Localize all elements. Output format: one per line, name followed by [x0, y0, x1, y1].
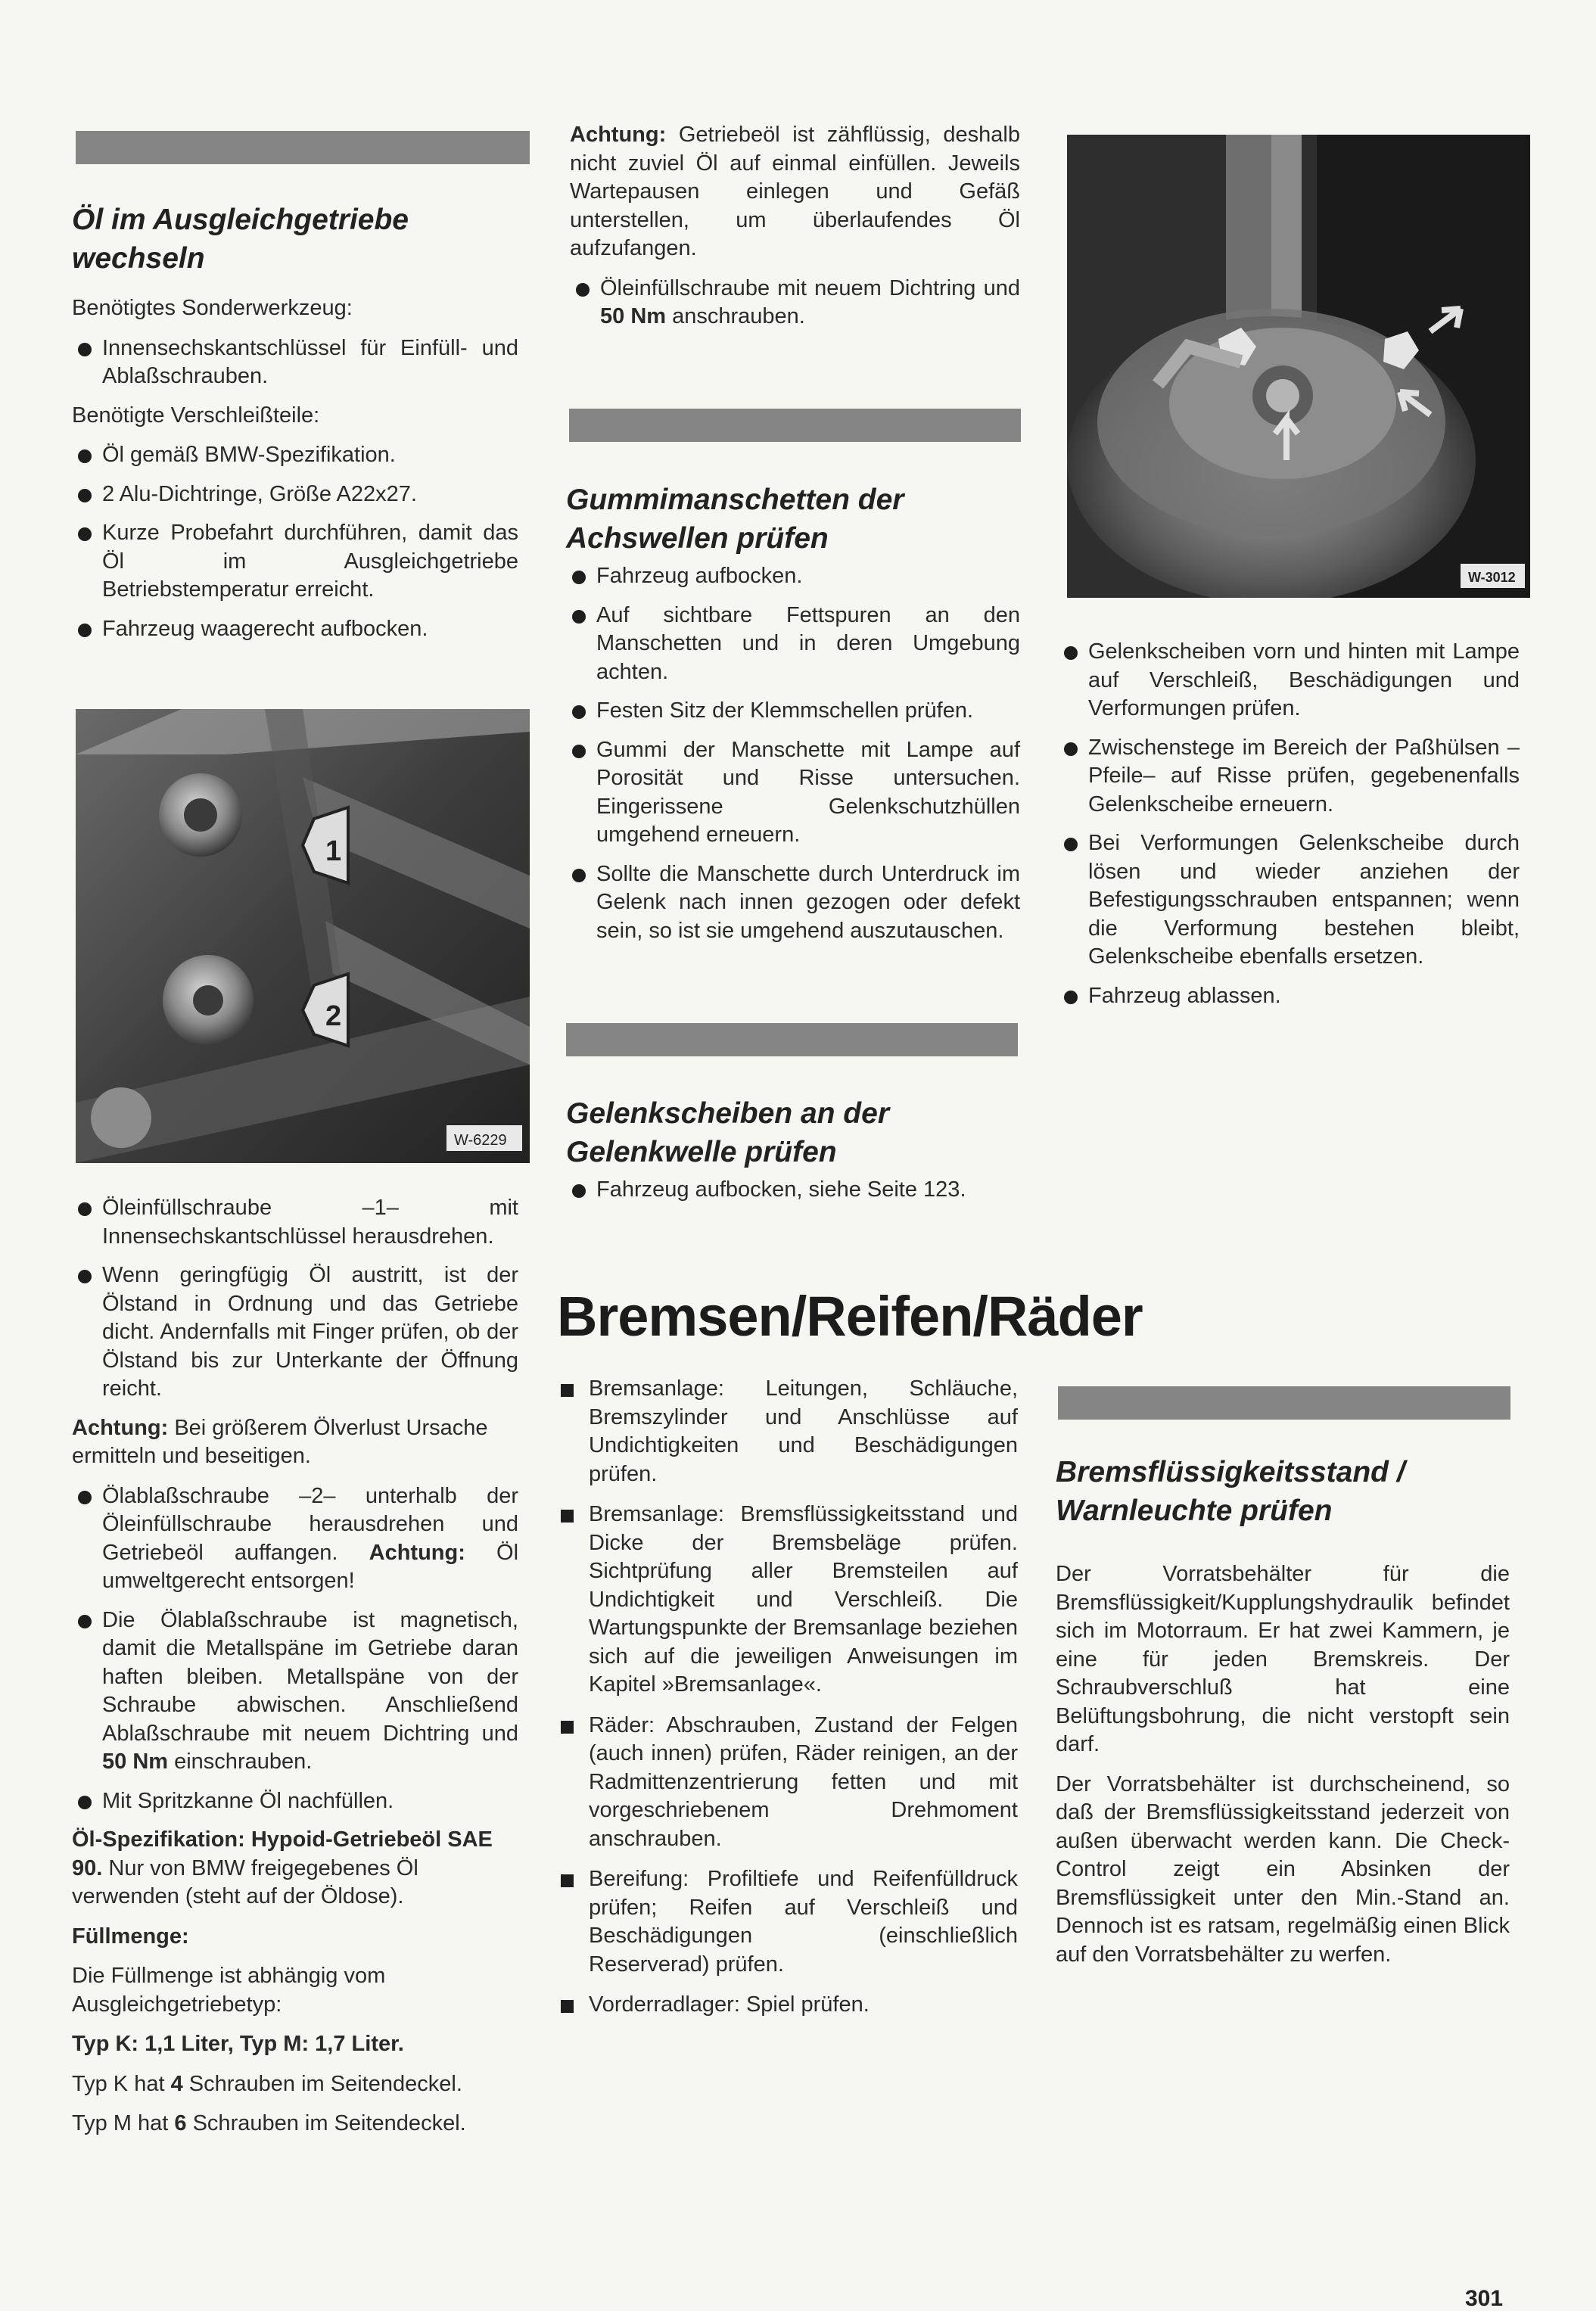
- brake-fluid-section: [1056, 1453, 1510, 1980]
- list-item: Fahrzeug ablassen.: [1058, 982, 1520, 1011]
- photo-code: W-6229: [454, 1132, 507, 1149]
- joint-disc-photo: [1067, 135, 1530, 598]
- list-item: Öleinfüllschraube mit neuem Dichtring und 50 Nm anschrauben.: [570, 275, 1020, 331]
- list-item: Fahrzeug aufbocken.: [566, 562, 1020, 591]
- list-item: Vorderradlager: Spiel prüfen.: [555, 1991, 1018, 2020]
- list-item: Kurze Probefahrt durchführen, damit das Öl im Ausgleichgetriebe Betriebstemperatur erreicht.: [72, 519, 518, 605]
- list-item: Mit Spritzkanne Öl nachfüllen.: [72, 1787, 518, 1816]
- list-item: Bremsanlage: Leitungen, Schläuche, Bremszylinder und Anschlüsse auf Undichtigkeiten und Beschädigungen prüfen.: [555, 1375, 1018, 1488]
- type-k: Typ K hat 4 Schrauben im Seitendeckel.: [72, 2071, 462, 2096]
- arrow-1-label: 1: [325, 835, 342, 867]
- column-1: [72, 201, 518, 654]
- column-2-top: [570, 121, 1020, 342]
- list-item: Bereifung: Profiltiefe und Reifenfülldruck prüfen; Reifen auf Verschleiß und Beschädigungen (einschließlich Reserverad) prüfen.: [555, 1865, 1018, 1979]
- arrow-2-label: 2: [325, 1000, 342, 1032]
- list-item: 2 Alu-Dichtringe, Größe A22x27.: [72, 481, 518, 509]
- warning: Achtung: Getriebeöl ist zähflüssig, deshalb nicht zuviel Öl auf einmal einfüllen. Jeweils Wartepausen einlegen und Gefäß unterstellen, um überlaufendes Öl aufzufangen.: [570, 123, 1020, 260]
- section-title: Öl im Ausgleichgetriebe wechseln: [72, 204, 409, 275]
- list-item: Innensechskantschlüssel für Einfüll- und Ablaßschrauben.: [72, 334, 518, 391]
- column-1-lower: [72, 1194, 518, 2150]
- column-3: [1058, 638, 1520, 1021]
- paragraph: Der Vorratsbehälter ist durchscheinend, so daß der Bremsflüssigkeitsstand jederzeit von außen überwacht werden kann. Die Check-Control zeigt ein Absinken der Bremsflüssigkeit unter den Min.-Stand an. Dennoch ist es ratsam, regelmäßig einen Blick auf den Vorratsbehälter zu werfen.: [1056, 1771, 1510, 1967]
- section-title: Gummimanschetten der Achswellen prüfen: [566, 484, 904, 555]
- list-item: Fahrzeug waagerecht aufbocken.: [72, 615, 518, 644]
- list-item: Die Ölablaßschraube ist magnetisch, damit die Metallspäne im Getriebe daran haften bleiben. Metallspäne von der Schraube abwischen. Anschließend Ablaßschraube mit neuem Dichtring und 50 Nm einschrauben.: [72, 1607, 518, 1777]
- list-item: Wenn geringfügig Öl austritt, ist der Ölstand in Ordnung und das Getriebe dicht. Andernfalls mit Finger prüfen, ob der Ölstand bis zur Unterkante der Öffnung reicht.: [72, 1261, 518, 1404]
- page-number: 301: [1465, 2286, 1504, 2311]
- gearbox-photo: [76, 709, 530, 1163]
- list-item: Räder: Abschrauben, Zustand der Felgen (auch innen) prüfen, Räder reinigen, an der Radmittenzentrierung fetten und mit vorgeschriebenem Drehmoment anschrauben.: [555, 1712, 1018, 1854]
- section-bar: [566, 1023, 1018, 1056]
- section-bar: [76, 131, 530, 164]
- photo-code: W-3012: [1468, 570, 1516, 585]
- type-m: Typ M hat 6 Schrauben im Seitendeckel.: [72, 2111, 466, 2135]
- section-title: Gelenkscheiben an der Gelenkwelle prüfen: [566, 1097, 890, 1168]
- section-title: Bremsflüssigkeitsstand / Warnleuchte prüfen: [1056, 1456, 1405, 1527]
- section-bar: [1058, 1386, 1510, 1420]
- column-2-mid: [566, 481, 1020, 956]
- oil-spec: Öl-Spezifikation: Hypoid-Getriebeöl SAE 90. Nur von BMW freigegebenes Öl verwenden (steht auf der Öldose).: [72, 1827, 493, 1908]
- paragraph: Der Vorratsbehälter für die Bremsflüssigkeit/Kupplungshydraulik befindet sich im Motorraum. Er hat zwei Kammern, je eine für jeden Bremskreis. Der Schraubverschluß hat eine Belüftungsbohrung, die nicht verstopft sein darf.: [1056, 1562, 1510, 1756]
- warning: Achtung: Bei größerem Ölverlust Ursache ermitteln und beseitigen.: [72, 1415, 488, 1468]
- list-item: Fahrzeug aufbocken, siehe Seite 123.: [566, 1176, 1020, 1205]
- column-2-low: [566, 1094, 1020, 1215]
- fill-types: Typ K: 1,1 Liter, Typ M: 1,7 Liter.: [72, 2032, 404, 2056]
- chapter-title: Bremsen/Reifen/Räder: [557, 1285, 1143, 1348]
- section-bar: [569, 409, 1021, 442]
- tools-label: Benötigtes Sonderwerkzeug:: [72, 296, 353, 320]
- list-item: Öleinfüllschraube –1– mit Innensechskantschlüssel herausdrehen.: [72, 1194, 518, 1251]
- list-item: Gummi der Manschette mit Lampe auf Porosität und Risse untersuchen. Eingerissene Gelenkschutzhüllen umgehend erneuern.: [566, 736, 1020, 850]
- list-item: Bremsanlage: Bremsflüssigkeitsstand und Dicke der Bremsbeläge prüfen. Sichtprüfung aller Bremsteilen auf Undichtigkeit und Verschleiß. Die Wartungspunkte der Bremsanlage beziehen sich auf die jeweiligen Anweisungen im Kapitel »Bremsanlage«.: [555, 1501, 1018, 1700]
- list-item: Gelenkscheiben vorn und hinten mit Lampe auf Verschleiß, Beschädigungen und Verformungen prüfen.: [1058, 638, 1520, 723]
- list-item: Sollte die Manschette durch Unterdruck im Gelenk nach innen gezogen oder defekt sein, so ist sie umgehend auszutauschen.: [566, 860, 1020, 946]
- brakes-list: [555, 1375, 1018, 2032]
- list-item: Ölablaßschraube –2– unterhalb der Öleinfüllschraube herausdrehen und Getriebeöl auffangen. Achtung: Öl umweltgerecht entsorgen!: [72, 1482, 518, 1596]
- fill-text: Die Füllmenge ist abhängig vom Ausgleichgetriebetyp:: [72, 1964, 386, 2017]
- list-item: Auf sichtbare Fettspuren an den Manschetten und in deren Umgebung achten.: [566, 602, 1020, 687]
- list-item: Festen Sitz der Klemmschellen prüfen.: [566, 697, 1020, 726]
- list-item: Bei Verformungen Gelenkscheibe durch lösen und wieder anziehen der Befestigungsschrauben entspannen; wenn die Verformung bestehen bleibt, Gelenkscheibe ebenfalls ersetzen.: [1058, 829, 1520, 972]
- list-item: Zwischenstege im Bereich der Paßhülsen –Pfeile– auf Risse prüfen, gegebenenfalls Gelenkscheibe erneuern.: [1058, 734, 1520, 820]
- list-item: Öl gemäß BMW-Spezifikation.: [72, 441, 518, 470]
- fill-label: Füllmenge:: [72, 1924, 189, 1949]
- parts-label: Benötigte Verschleißteile:: [72, 403, 320, 428]
